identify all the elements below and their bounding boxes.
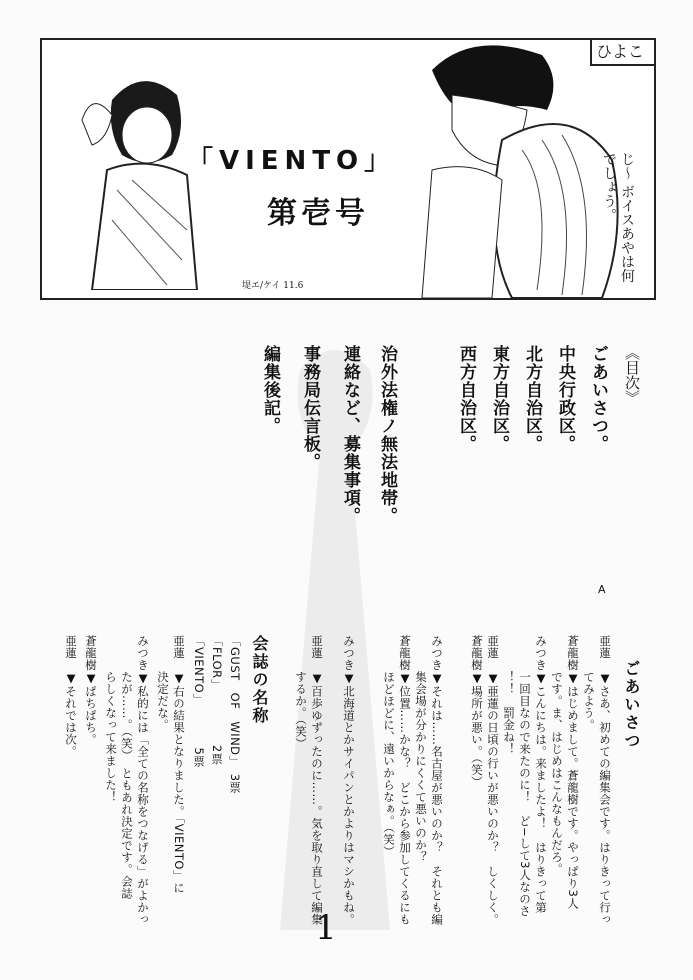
- toc-item[interactable]: 北方自治区。: [522, 345, 542, 453]
- toc-item[interactable]: ごあいさつ。: [588, 345, 608, 453]
- body-line: みつき▼こんにちは。来ましたよ！ はりきって第: [534, 635, 548, 914]
- header-illustration: [40, 38, 656, 300]
- body-line: 「FLOR」 2票: [210, 635, 224, 765]
- corner-label: ひよこ: [590, 40, 654, 66]
- greeting-heading: ごあいさつ: [622, 660, 641, 750]
- body-line: 一回目なので来たのに！ ど−して3人なのさ: [518, 635, 532, 917]
- body-line: てみよう。: [582, 635, 596, 731]
- body-line: するか。（笑）: [294, 635, 308, 750]
- body-line: 亜蓮 ▼亜蓮の日頃の行いが悪いのか？ しくしく。: [486, 635, 500, 926]
- body-line: 亜蓮 ▼それでは次。: [64, 635, 78, 758]
- body-line: 亜蓮 ▼百歩ゆずったのに……。気を取り直して編集: [310, 635, 324, 926]
- body-line: らしくなって来ました！: [104, 635, 118, 803]
- body-line: みつき▼私的には「全ての名称をつなげる」がよかっ: [136, 635, 150, 926]
- toc-item[interactable]: 事務局伝言板。: [300, 345, 320, 471]
- body-line: 蒼龍樹▼場所が悪い。（笑）: [470, 635, 484, 788]
- body-line: たが……。（笑） ともあれ決定です。会誌: [120, 635, 134, 900]
- body-line: 「VIENTO」 5票: [192, 635, 206, 768]
- header-subtitle: 第壱号: [267, 196, 369, 231]
- body-line: 決定だな。: [156, 635, 170, 731]
- body-line: です。ま、はじめはこんなもんだろ。: [550, 635, 564, 875]
- body-line: 蒼龍樹▼はじめまして。蒼龍樹です。やっぱり3人: [566, 635, 580, 910]
- body-line: 蒼龍樹▼位置……かな？ どこから参加してくるにも: [398, 635, 412, 926]
- body-line: みつき▼それは……名古屋が悪いのか？ それとも編: [430, 635, 444, 926]
- body-line: ほどほどに、遠いからなぁ。（笑）: [382, 635, 396, 858]
- man-illustration: [412, 40, 632, 298]
- header-title: 「VIENTO」: [187, 146, 397, 176]
- toc-item[interactable]: 西方自治区。: [456, 345, 476, 453]
- naming-heading: 会誌の名称: [250, 635, 269, 725]
- toc-item[interactable]: 治外法権ノ無法地帯。: [377, 345, 397, 525]
- body-line: 亜蓮 ▼さあ、初めての編集会です。はりきって行っ: [598, 635, 612, 926]
- body-line: 亜蓮 ▼右の結果となりました。「VIENTO」に: [172, 635, 186, 894]
- toc-item[interactable]: 編集後記。: [260, 345, 280, 435]
- toc-item[interactable]: 連絡など、募集事項。: [340, 345, 360, 525]
- artist-signature: 堤エ/ケイ 11.6: [242, 281, 304, 291]
- side-mark: A: [598, 583, 606, 596]
- toc-item[interactable]: 東方自治区。: [489, 345, 509, 453]
- toc-item[interactable]: 中央行政区。: [555, 345, 575, 453]
- body-line: ！！ 罰金ね！: [502, 635, 516, 755]
- body-line: 集会場が分かりにくくて悪いのか？: [414, 635, 428, 863]
- page-number: 1: [315, 908, 337, 948]
- body-line: みつき▼北海道とかサイパンとかよりはマシかもね。: [342, 635, 356, 926]
- body-line: 蒼龍樹▼ぱちぱち。: [84, 635, 98, 746]
- body-line: 「GUST OF WIND」 3票: [228, 635, 242, 794]
- voice-caption: じ〜 ボイスあやは何でしょう。: [601, 152, 635, 283]
- toc-heading: 《目次》: [623, 345, 641, 405]
